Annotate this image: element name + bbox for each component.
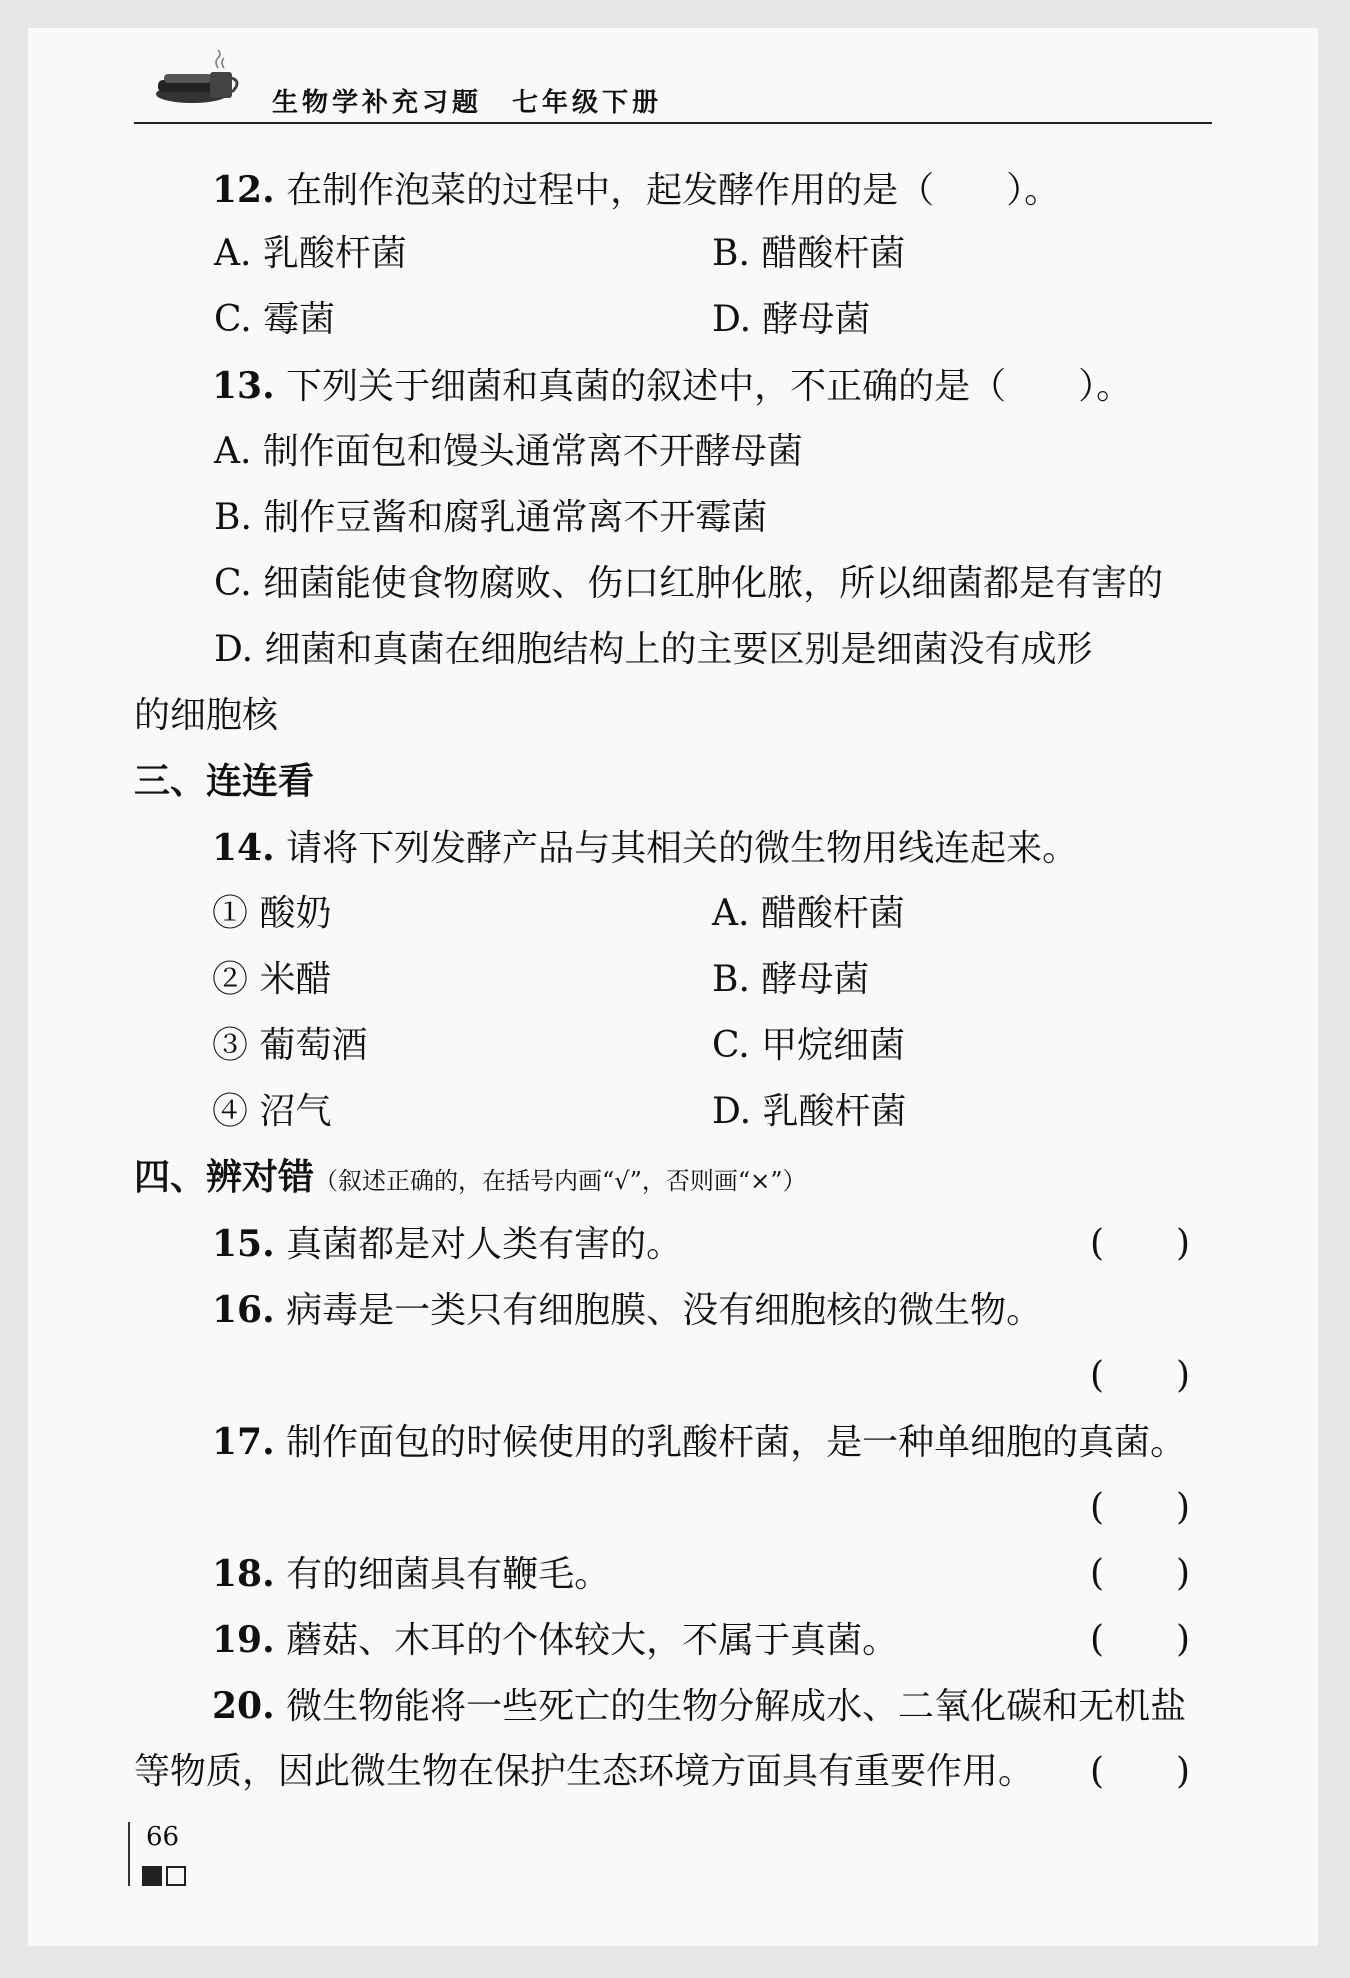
- answer-bracket[interactable]: ( ): [1090, 1751, 1191, 1792]
- q14-product-2: ② 米醋: [212, 959, 332, 1000]
- question-20: [212, 1684, 1186, 1729]
- q14-microbe-d: D. 乳酸杆菌: [712, 1091, 907, 1132]
- question-15: [212, 1222, 682, 1267]
- question-18: [212, 1552, 610, 1597]
- question-number: 16.: [212, 1289, 275, 1331]
- question-19: [212, 1618, 898, 1663]
- question-number: 14.: [212, 827, 275, 869]
- answer-bracket[interactable]: ( ): [1090, 1553, 1191, 1594]
- question-12: [212, 168, 1060, 213]
- question-13: [212, 364, 1132, 409]
- q12-option-b: B. 醋酸杆菌: [712, 233, 906, 274]
- answer-bracket[interactable]: ( ): [1090, 1619, 1191, 1660]
- q14-product-1: ① 酸奶: [212, 893, 332, 934]
- empty-square-icon: [166, 1866, 186, 1886]
- q14-microbe-a: A. 醋酸杆菌: [712, 893, 905, 934]
- q14-product-4: ④ 沼气: [212, 1091, 332, 1132]
- section-heading: [134, 1156, 807, 1203]
- question-number: 19.: [212, 1619, 275, 1661]
- question-stem: 下列关于细菌和真菌的叙述中，不正确的是（ ）。: [286, 366, 1133, 407]
- question-text: 蘑菇、木耳的个体较大，不属于真菌。: [286, 1620, 899, 1661]
- question-text: 有的细菌具有鞭毛。: [286, 1554, 611, 1595]
- section-title: 四、辨对错: [134, 1157, 315, 1198]
- section-heading: 三、连连看: [134, 761, 315, 802]
- page-number: 66: [146, 1822, 180, 1852]
- q13-option-c: C. 细菌能使食物腐败、伤口红肿化脓，所以细菌都是有害的: [214, 563, 1164, 604]
- q13-option-b: B. 制作豆酱和腐乳通常离不开霉菌: [214, 497, 768, 538]
- section-instruction: （叙述正确的，在括号内画“√”，否则画“×”）: [314, 1167, 807, 1195]
- question-20-continued: 等物质，因此微生物在保护生态环境方面具有重要作用。: [134, 1751, 1035, 1792]
- q14-microbe-c: C. 甲烷细菌: [712, 1025, 906, 1066]
- question-stem: 在制作泡菜的过程中，起发酵作用的是（ ）。: [286, 170, 1061, 211]
- q14-product-3: ③ 葡萄酒: [212, 1025, 368, 1066]
- answer-bracket[interactable]: ( ): [1090, 1223, 1191, 1264]
- footer-divider: [128, 1822, 130, 1886]
- q12-option-c: C. 霉菌: [214, 299, 336, 340]
- q12-option-a: A. 乳酸杆菌: [214, 233, 407, 274]
- question-number: 20.: [212, 1685, 275, 1727]
- question-number: 15.: [212, 1223, 275, 1265]
- header-title: 生物学补充习题 七年级下册: [272, 88, 663, 118]
- q13-option-d-continued: 的细胞核: [134, 695, 279, 736]
- question-text: 制作面包的时候使用的乳酸杆菌，是一种单细胞的真菌。: [286, 1422, 1187, 1463]
- question-16: [212, 1288, 1042, 1333]
- answer-bracket[interactable]: ( ): [1090, 1487, 1191, 1528]
- q13-option-d: D. 细菌和真菌在细胞结构上的主要区别是细菌没有成形: [214, 629, 1093, 670]
- question-number: 18.: [212, 1553, 275, 1595]
- q12-option-d: D. 酵母菌: [712, 299, 871, 340]
- header-divider: [134, 122, 1212, 124]
- question-text: 微生物能将一些死亡的生物分解成水、二氧化碳和无机盐: [286, 1686, 1187, 1727]
- answer-bracket[interactable]: ( ): [1090, 1355, 1191, 1396]
- question-number: 17.: [212, 1421, 275, 1463]
- question-14: [212, 826, 1078, 871]
- question-text: 真菌都是对人类有害的。: [286, 1224, 683, 1265]
- question-number: 12.: [212, 169, 275, 211]
- q13-option-a: A. 制作面包和馒头通常离不开酵母菌: [214, 431, 803, 472]
- question-number: 13.: [212, 365, 275, 407]
- question-stem: 请将下列发酵产品与其相关的微生物用线连起来。: [286, 828, 1079, 869]
- question-text: 病毒是一类只有细胞膜、没有细胞核的微生物。: [286, 1290, 1043, 1331]
- book-and-cup-icon: [152, 50, 244, 112]
- q14-microbe-b: B. 酵母菌: [712, 959, 870, 1000]
- filled-square-icon: [142, 1866, 162, 1886]
- question-17: [212, 1420, 1186, 1465]
